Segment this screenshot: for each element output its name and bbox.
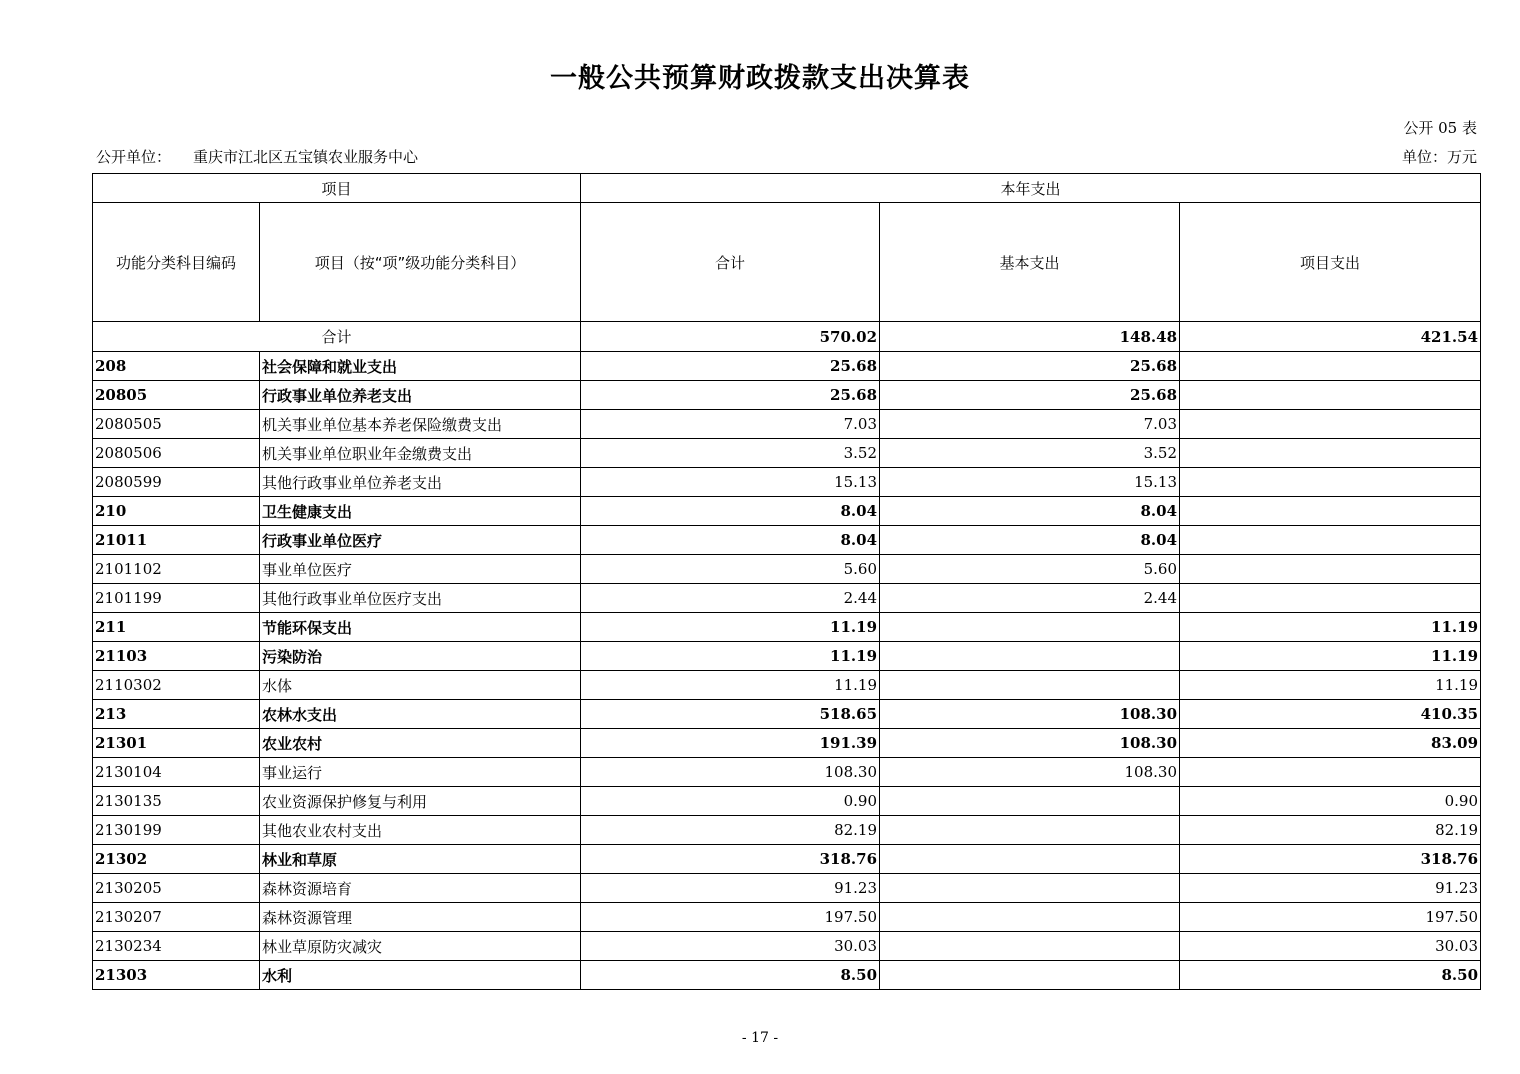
row-total: 91.23 — [581, 874, 880, 903]
header-code: 功能分类科目编码 — [93, 203, 260, 322]
row-name: 农林水支出 — [260, 700, 581, 729]
table-row — [93, 903, 1481, 932]
row-total: 15.13 — [581, 468, 880, 497]
unit-label: 公开单位： — [96, 148, 172, 166]
row-code: 2101199 — [93, 584, 260, 613]
row-code: 2130135 — [93, 787, 260, 816]
row-project: 30.03 — [1180, 932, 1481, 961]
table-row — [93, 613, 1481, 642]
row-total: 11.19 — [581, 671, 880, 700]
table-row — [93, 642, 1481, 671]
row-project: 410.35 — [1180, 700, 1481, 729]
unit-name: 重庆市江北区五宝镇农业服务中心 — [193, 148, 419, 166]
table-row — [93, 816, 1481, 845]
table-row — [93, 468, 1481, 497]
header-basic: 基本支出 — [880, 203, 1180, 322]
row-total: 11.19 — [581, 642, 880, 671]
row-basic — [880, 787, 1180, 816]
total-project: 421.54 — [1180, 322, 1481, 352]
row-name: 林业草原防灾减灾 — [260, 932, 581, 961]
total-row — [93, 322, 1481, 352]
row-basic: 5.60 — [880, 555, 1180, 584]
row-code: 2130199 — [93, 816, 260, 845]
row-code: 2110302 — [93, 671, 260, 700]
row-code: 2080506 — [93, 439, 260, 468]
row-total: 191.39 — [581, 729, 880, 758]
row-name: 其他行政事业单位医疗支出 — [260, 584, 581, 613]
row-basic: 108.30 — [880, 700, 1180, 729]
row-basic — [880, 671, 1180, 700]
row-basic: 3.52 — [880, 439, 1180, 468]
row-project — [1180, 555, 1481, 584]
row-code: 21302 — [93, 845, 260, 874]
row-code: 2080599 — [93, 468, 260, 497]
header-row-2 — [93, 203, 1481, 322]
row-total: 518.65 — [581, 700, 880, 729]
row-total: 25.68 — [581, 381, 880, 410]
total-basic: 148.48 — [880, 322, 1180, 352]
row-project: 83.09 — [1180, 729, 1481, 758]
row-basic: 15.13 — [880, 468, 1180, 497]
row-basic — [880, 613, 1180, 642]
row-total: 3.52 — [581, 439, 880, 468]
row-project — [1180, 352, 1481, 381]
row-code: 210 — [93, 497, 260, 526]
total-sum: 570.02 — [581, 322, 880, 352]
row-basic: 25.68 — [880, 352, 1180, 381]
row-name: 行政事业单位医疗 — [260, 526, 581, 555]
row-basic: 7.03 — [880, 410, 1180, 439]
row-code: 211 — [93, 613, 260, 642]
row-name: 机关事业单位基本养老保险缴费支出 — [260, 410, 581, 439]
row-basic: 8.04 — [880, 497, 1180, 526]
row-total: 30.03 — [581, 932, 880, 961]
table-row — [93, 758, 1481, 787]
row-total: 25.68 — [581, 352, 880, 381]
table-row — [93, 961, 1481, 990]
row-project — [1180, 584, 1481, 613]
row-total: 197.50 — [581, 903, 880, 932]
row-total: 0.90 — [581, 787, 880, 816]
row-project: 91.23 — [1180, 874, 1481, 903]
row-code: 2130104 — [93, 758, 260, 787]
header-project-expense: 项目支出 — [1180, 203, 1481, 322]
page-title: 一般公共预算财政拨款支出决算表 — [550, 63, 970, 94]
table-row — [93, 526, 1481, 555]
table-row — [93, 845, 1481, 874]
row-basic — [880, 816, 1180, 845]
row-basic: 2.44 — [880, 584, 1180, 613]
row-project — [1180, 439, 1481, 468]
header-item: 项目（按“项”级功能分类科目） — [260, 203, 581, 322]
row-basic — [880, 845, 1180, 874]
row-basic — [880, 932, 1180, 961]
row-total: 8.04 — [581, 497, 880, 526]
row-basic: 8.04 — [880, 526, 1180, 555]
table-row — [93, 584, 1481, 613]
row-basic — [880, 874, 1180, 903]
row-name: 其他农业农村支出 — [260, 816, 581, 845]
expenditure-table — [92, 173, 1481, 990]
table-row — [93, 555, 1481, 584]
table-row — [93, 352, 1481, 381]
row-code: 21303 — [93, 961, 260, 990]
table-row — [93, 787, 1481, 816]
header-total: 合计 — [581, 203, 880, 322]
table-row — [93, 700, 1481, 729]
table-row — [93, 381, 1481, 410]
row-project: 11.19 — [1180, 642, 1481, 671]
row-project: 11.19 — [1180, 613, 1481, 642]
row-name: 森林资源管理 — [260, 903, 581, 932]
row-project: 8.50 — [1180, 961, 1481, 990]
row-basic: 108.30 — [880, 758, 1180, 787]
row-basic: 108.30 — [880, 729, 1180, 758]
row-total: 318.76 — [581, 845, 880, 874]
row-name: 节能环保支出 — [260, 613, 581, 642]
row-name: 林业和草原 — [260, 845, 581, 874]
row-name: 农业资源保护修复与利用 — [260, 787, 581, 816]
page-number: - 17 - — [741, 1030, 779, 1046]
row-code: 213 — [93, 700, 260, 729]
row-project — [1180, 410, 1481, 439]
table-row — [93, 932, 1481, 961]
row-code: 2101102 — [93, 555, 260, 584]
row-project: 82.19 — [1180, 816, 1481, 845]
header-project: 项目 — [93, 174, 581, 203]
row-code: 2130234 — [93, 932, 260, 961]
currency-unit: 单位：万元 — [1401, 148, 1477, 166]
table-row — [93, 497, 1481, 526]
row-code: 20805 — [93, 381, 260, 410]
table-row — [93, 439, 1481, 468]
row-project: 0.90 — [1180, 787, 1481, 816]
table-row — [93, 874, 1481, 903]
row-name: 水体 — [260, 671, 581, 700]
row-name: 森林资源培育 — [260, 874, 581, 903]
row-project — [1180, 526, 1481, 555]
row-code: 2080505 — [93, 410, 260, 439]
row-total: 108.30 — [581, 758, 880, 787]
table-row — [93, 671, 1481, 700]
row-project — [1180, 758, 1481, 787]
row-basic — [880, 961, 1180, 990]
row-project: 197.50 — [1180, 903, 1481, 932]
row-basic: 25.68 — [880, 381, 1180, 410]
row-code: 21301 — [93, 729, 260, 758]
row-code: 208 — [93, 352, 260, 381]
row-code: 21103 — [93, 642, 260, 671]
row-project — [1180, 468, 1481, 497]
row-total: 82.19 — [581, 816, 880, 845]
header-current-year: 本年支出 — [581, 174, 1481, 203]
row-total: 8.04 — [581, 526, 880, 555]
row-name: 农业农村 — [260, 729, 581, 758]
row-code: 2130207 — [93, 903, 260, 932]
row-total: 8.50 — [581, 961, 880, 990]
meta-row — [93, 146, 1479, 168]
row-code: 21011 — [93, 526, 260, 555]
table-row — [93, 729, 1481, 758]
row-basic — [880, 642, 1180, 671]
row-total: 2.44 — [581, 584, 880, 613]
row-project — [1180, 497, 1481, 526]
row-project: 11.19 — [1180, 671, 1481, 700]
row-project: 318.76 — [1180, 845, 1481, 874]
row-name: 事业运行 — [260, 758, 581, 787]
total-label: 合计 — [93, 322, 581, 352]
row-name: 事业单位医疗 — [260, 555, 581, 584]
row-name: 污染防治 — [260, 642, 581, 671]
row-name: 卫生健康支出 — [260, 497, 581, 526]
row-name: 水利 — [260, 961, 581, 990]
row-project — [1180, 381, 1481, 410]
row-basic — [880, 903, 1180, 932]
row-name: 机关事业单位职业年金缴费支出 — [260, 439, 581, 468]
form-number: 公开 05 表 — [1403, 119, 1477, 137]
row-code: 2130205 — [93, 874, 260, 903]
row-name: 其他行政事业单位养老支出 — [260, 468, 581, 497]
table-row — [93, 410, 1481, 439]
row-total: 11.19 — [581, 613, 880, 642]
header-row-1 — [93, 174, 1481, 203]
row-name: 社会保障和就业支出 — [260, 352, 581, 381]
row-total: 5.60 — [581, 555, 880, 584]
row-total: 7.03 — [581, 410, 880, 439]
row-name: 行政事业单位养老支出 — [260, 381, 581, 410]
